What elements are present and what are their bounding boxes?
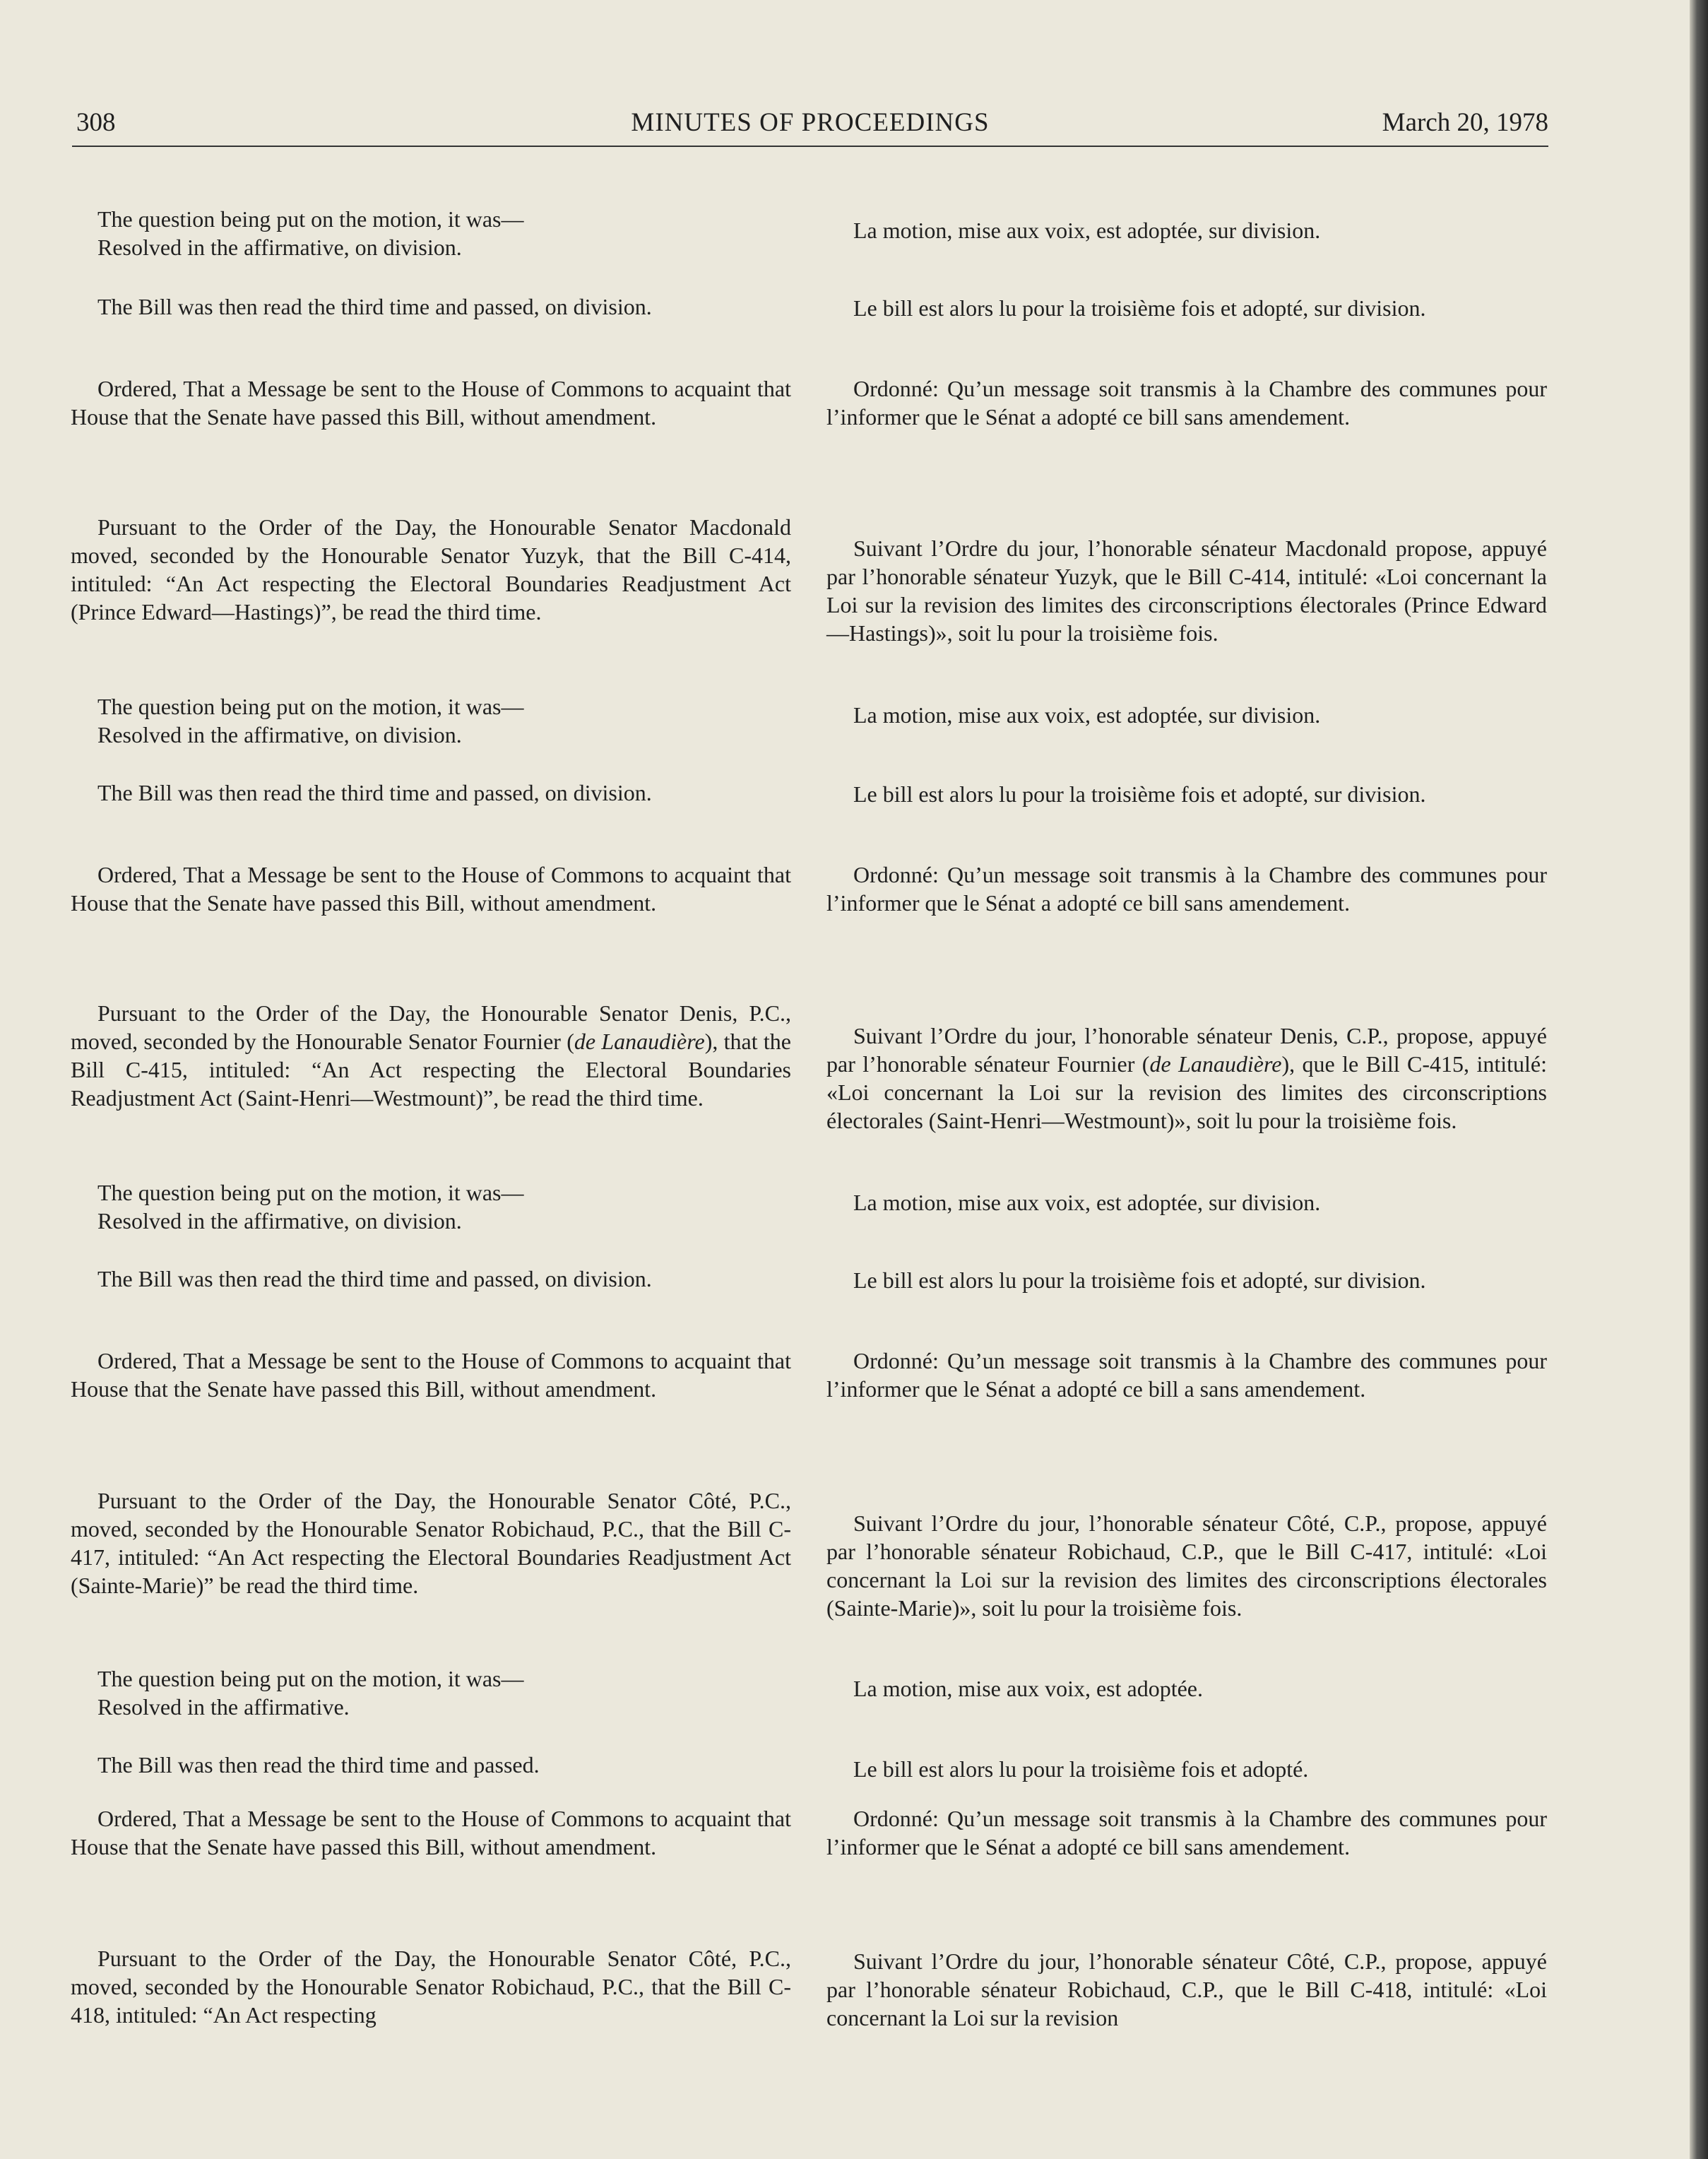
page-title: MINUTES OF PROCEEDINGS	[631, 108, 990, 137]
motion-bill-c414: Suivant l’Ordre du jour, l’honorable sénateur Macdonald propose, appuyé par l’honorable sénateur Yuzyk, que le Bill C-414, intitulé: «Loi concernant la Loi sur la revision des limites des circonscriptions électorales (Prince Edward—Hastings)», soit lu pour la troisième fois.	[826, 536, 1547, 646]
motion-bill-c415: Pursuant to the Order of the Day, the Honourable Senator Denis, P.C., moved, seconded by the Honourable Senator Fournier (de Lanaudière), that the Bill C-415, intituled: “An Act respecting the Electoral Boundaries Readjustment Act (Saint-Henri—Westmount)”, be read the third time.	[71, 1000, 792, 1111]
motion-bill-c418: Pursuant to the Order of the Day, the Honourable Senator Côté, P.C., moved, seconded by the Honourable Senator Robichaud, P.C., that the Bill C-418, intituled: “An Act respecting	[71, 1946, 791, 2028]
motion-bill-c418: Suivant l’Ordre du jour, l’honorable sénateur Côté, C.P., propose, appuyé par l’honorable sénateur Robichaud, C.P., que le Bill C-418, intitulé: «Loi concernant la Loi sur la revision	[826, 1948, 1547, 2030]
message-order: Ordonné: Qu’un message soit transmis à la Chambre des communes pour l’informer que le Sénat a adopté ce bill sans amendement.	[826, 862, 1547, 916]
message-order: Ordered, That a Message be sent to the House of Commons to acquaint that House that the Senate have passed this Bill, without amendment.	[71, 1806, 791, 1859]
motion-vote: La motion, mise aux voix, est adoptée, sur division.	[853, 702, 1321, 728]
question-put: The question being put on the motion, it was—	[97, 694, 524, 719]
third-reading: The Bill was then read the third time and passed, on division.	[97, 1266, 652, 1291]
question-put: The question being put on the motion, it was—	[97, 1180, 524, 1205]
message-order: Ordered, That a Message be sent to the House of Commons to acquaint that House that the Senate have passed this Bill, without amendment.	[71, 1348, 791, 1402]
message-order: Ordered, That a Message be sent to the House of Commons to acquaint that House that the Senate have passed this Bill, without amendment.	[71, 862, 791, 916]
third-reading: The Bill was then read the third time and passed, on division.	[97, 294, 652, 319]
third-reading: Le bill est alors lu pour la troisième fois et adopté, sur division.	[853, 295, 1426, 321]
message-order: Ordered, That a Message be sent to the House of Commons to acquaint that House that the Senate have passed this Bill, without amendment.	[71, 376, 791, 430]
running-header	[72, 99, 1548, 147]
page-number: 308	[76, 108, 116, 137]
motion-vote: La motion, mise aux voix, est adoptée, sur division.	[853, 1190, 1321, 1215]
resolution: Resolved in the affirmative, on division.	[97, 1208, 462, 1234]
question-put: The question being put on the motion, it was—	[97, 1666, 524, 1691]
motion-bill-c415: Suivant l’Ordre du jour, l’honorable sénateur Denis, C.P., propose, appuyé par l’honorable sénateur Fournier (de Lanaudière), que le Bill C-415, intitulé: «Loi concernant la Loi sur la revision des limites des circonscriptions électorales (Saint-Henri—Westmount)», soit lu pour la troisième fois.	[826, 1023, 1548, 1133]
message-order: Ordonné: Qu’un message soit transmis à la Chambre des communes pour l’informer que le Sénat a adopté ce bill sans amendement.	[826, 376, 1547, 430]
question-put: The question being put on the motion, it was—	[97, 206, 524, 232]
resolution: Resolved in the affirmative.	[97, 1694, 350, 1720]
page-date: March 20, 1978	[1382, 108, 1548, 137]
motion-vote: La motion, mise aux voix, est adoptée, sur division.	[853, 218, 1321, 243]
motion-bill-c414: Pursuant to the Order of the Day, the Honourable Senator Macdonald moved, seconded by the Honourable Senator Yuzyk, that the Bill C-414, intituled: “An Act respecting the Electoral Boundaries Readjustment Act (Prince Edward—Hastings)”, be read the third time.	[71, 514, 791, 625]
resolution: Resolved in the affirmative, on division.	[97, 235, 462, 260]
motion-vote: La motion, mise aux voix, est adoptée.	[853, 1676, 1203, 1701]
third-reading: The Bill was then read the third time and passed.	[97, 1752, 540, 1778]
book-spine-shadow	[1690, 0, 1708, 2159]
third-reading: Le bill est alors lu pour la troisième fois et adopté.	[853, 1756, 1309, 1782]
third-reading: The Bill was then read the third time and passed, on division.	[97, 780, 652, 805]
third-reading: Le bill est alors lu pour la troisième fois et adopté, sur division.	[853, 1267, 1426, 1293]
third-reading: Le bill est alors lu pour la troisième fois et adopté, sur division.	[853, 781, 1426, 807]
message-order: Ordonné: Qu’un message soit transmis à la Chambre des communes pour l’informer que le Sénat a adopté ce bill sans amendement.	[826, 1806, 1547, 1859]
message-order: Ordonné: Qu’un message soit transmis à la Chambre des communes pour l’informer que le Sénat a adopté ce bill a sans amendement.	[826, 1348, 1547, 1402]
motion-bill-c417: Pursuant to the Order of the Day, the Honourable Senator Côté, P.C., moved, seconded by the Honourable Senator Robichaud, P.C., that the Bill C-417, intituled: “An Act respecting the Electoral Boundaries Readjustment Act (Sainte-Marie)” be read the third time.	[71, 1488, 791, 1598]
resolution: Resolved in the affirmative, on division.	[97, 722, 462, 747]
motion-bill-c417: Suivant l’Ordre du jour, l’honorable sénateur Côté, C.P., propose, appuyé par l’honorable sénateur Robichaud, C.P., que le Bill C-417, intitulé: «Loi concernant la Loi sur la revision des limites des circonscriptions électorales (Sainte-Marie)», soit lu pour la troisième fois.	[826, 1510, 1547, 1621]
